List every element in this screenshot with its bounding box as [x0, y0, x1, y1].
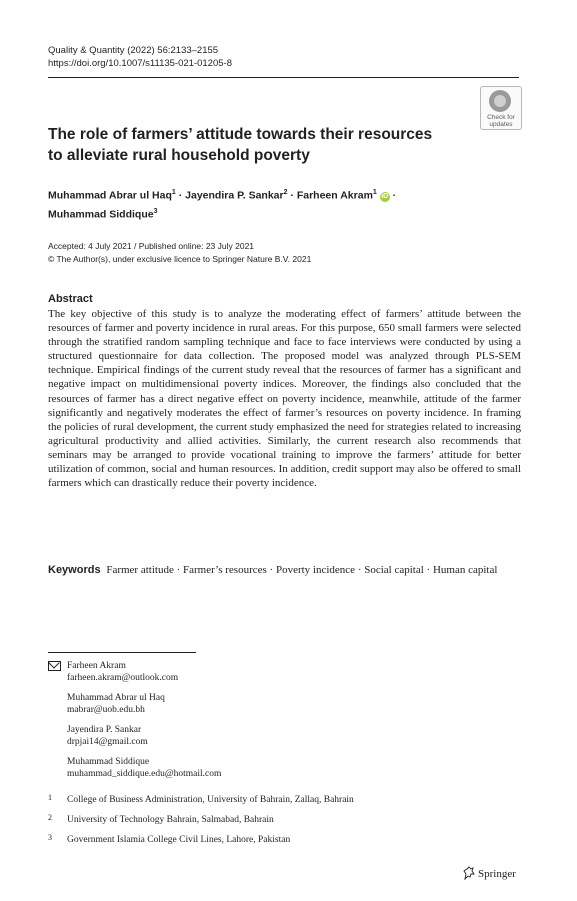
keywords-list: Farmer attitude · Farmer’s resources · Poverty incidence · Social capital · Human capital — [106, 564, 498, 576]
affiliation-number: 3 — [48, 833, 52, 842]
title-line-1: The role of farmers’ attitude towards their resources — [48, 126, 433, 143]
doi-link[interactable]: https://doi.org/10.1007/s11135-021-01205-8 — [48, 58, 232, 69]
affiliation-number: 1 — [48, 793, 52, 802]
abstract-text: The key objective of this study is to analyze the moderating effect of farmers’ attitude between the resources of farmer and poverty incidence in rural areas. For this purpose, 650 small farmers were selected through the stratified random sampling technique and face to face interviews were conducted by using a structured questionnaire for data collection. The proposed model was analyzed through PLS-SEM technique. Empirical findings of the current study reveal that the resources of farmer has a significant and negative impact on multidimensional poverty indices. Moreover, the findings also concluded that the resources of farmer has a direct negative effect on poverty incidence, meanwhile, attitude of the farmer significantly and negatively moderates the effect of farmer’s resources on poverty incidence. In framing the policies of rural development, the current study emphasized the need for strategies related to increasing agricultural productivity and allied activities. Similarly, the current research also recommends that seminars may be arranged to provide vocational training to improve the farmers’ attitude for better utilization of common, social and human resources. In addition, credit support may also be offered to small farmers which can drastically reduce their poverty incidence. — [48, 308, 521, 490]
contact-name: Farheen Akram — [67, 661, 126, 671]
title-line-2: to alleviate rural household poverty — [48, 147, 310, 164]
author-name[interactable]: Muhammad Siddique — [48, 208, 154, 220]
author-affiliation-mark: 2 — [283, 189, 288, 196]
affiliation-text: University of Technology Bahrain, Salmabad, Bahrain — [67, 815, 274, 825]
author-name[interactable]: Muhammad Abrar ul Haq — [48, 189, 172, 202]
keywords-block — [48, 562, 521, 578]
affiliation-number: 2 — [48, 813, 52, 822]
contact-email[interactable]: drpjai14@gmail.com — [67, 737, 148, 747]
copyright-notice: © The Author(s), under exclusive licence to Springer Nature B.V. 2021 — [48, 254, 312, 264]
contact-name: Muhammad Siddique — [67, 757, 150, 767]
author-separator: · — [290, 189, 294, 202]
article-title — [48, 124, 468, 166]
abstract-heading: Abstract — [48, 293, 93, 305]
footnote-rule — [48, 652, 196, 653]
author-list — [48, 185, 478, 222]
contact-email[interactable]: mabrar@uob.edu.bh — [67, 705, 145, 715]
envelope-icon — [48, 661, 61, 671]
author-name[interactable]: Farheen Akram — [296, 189, 373, 202]
header-rule — [48, 77, 519, 78]
contact-email[interactable]: muhammad_siddique.edu@hotmail.com — [67, 769, 222, 779]
contact-name: Muhammad Abrar ul Haq — [67, 693, 165, 703]
check-for-updates-icon — [489, 90, 511, 112]
author-affiliation-mark: 3 — [153, 207, 158, 215]
affiliation-text: Government Islamia College Civil Lines, Lahore, Pakistan — [67, 835, 291, 845]
badge-line2: updates — [489, 121, 513, 128]
affiliation-text: College of Business Administration, University of Bahrain, Zallaq, Bahrain — [67, 795, 354, 805]
author-name[interactable]: Jayendira P. Sankar — [185, 189, 284, 202]
orcid-icon[interactable]: iD — [381, 192, 389, 200]
keywords-label: Keywords — [48, 564, 101, 576]
accepted-published-dates: Accepted: 4 July 2021 / Published online: 23 July 2021 — [48, 241, 255, 251]
author-separator: · — [178, 189, 183, 202]
contact-entry — [67, 660, 367, 684]
check-for-updates-badge[interactable] — [480, 86, 522, 130]
springer-logo — [463, 866, 516, 880]
contact-entry — [67, 692, 367, 716]
contact-entry — [67, 724, 367, 748]
springer-horse-icon — [463, 866, 475, 880]
badge-line1: Check for — [487, 114, 515, 121]
contact-name: Jayendira P. Sankar — [67, 725, 142, 735]
contact-entry — [67, 756, 367, 780]
journal-header — [48, 44, 232, 70]
contact-email[interactable]: farheen.akram@outlook.com — [67, 673, 179, 683]
journal-citation: Quality & Quantity (2022) 56:2133–2155 — [48, 45, 219, 56]
author-separator: · — [392, 189, 397, 202]
publisher-name: Springer — [478, 868, 516, 880]
author-affiliation-mark: 1 — [171, 189, 176, 196]
author-affiliation-mark: 1 — [372, 189, 377, 196]
publication-dates — [48, 240, 311, 266]
